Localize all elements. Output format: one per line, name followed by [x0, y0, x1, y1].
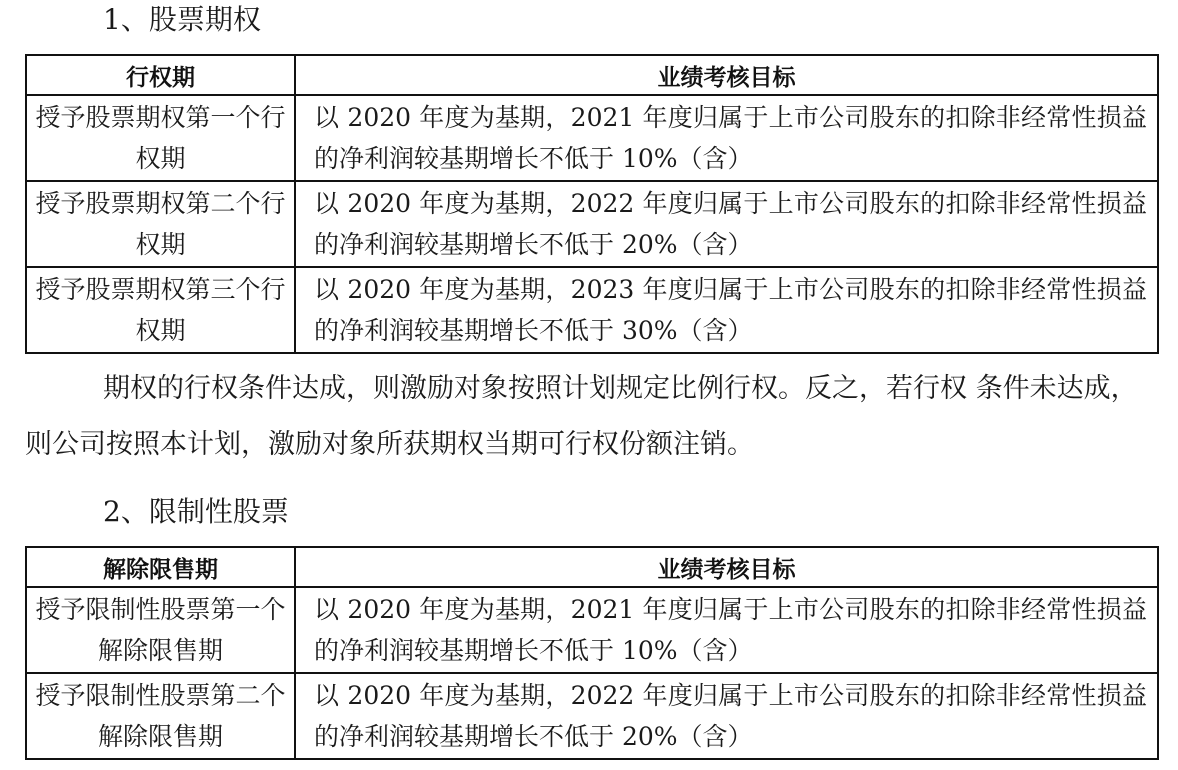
target-cell: 以 2020 年度为基期，2021 年度归属于上市公司股东的扣除非经常性损益的净利润较基期增长不低于 10%（含）: [295, 95, 1158, 181]
stock-options-table: [25, 54, 1159, 354]
table-header-row: [26, 55, 1158, 95]
section-heading-stock-options: 1、股票期权: [103, 3, 261, 36]
table-row: [26, 181, 1158, 267]
target-cell: 以 2020 年度为基期，2021 年度归属于上市公司股东的扣除非经常性损益的净利润较基期增长不低于 10%（含）: [295, 587, 1158, 673]
exercise-condition-paragraph: 期权的行权条件达成，则激励对象按照计划规定比例行权。反之，若行权 条件未达成，则公司按照本计划，激励对象所获期权当期可行权份额注销。: [25, 373, 1138, 460]
section-heading-restricted-stock: 2、限制性股票: [103, 495, 289, 528]
period-cell: 授予股票期权第一个行权期: [26, 95, 295, 181]
period-cell: 授予限制性股票第二个解除限售期: [26, 673, 295, 759]
table-row: [26, 673, 1158, 759]
target-cell: 以 2020 年度为基期，2022 年度归属于上市公司股东的扣除非经常性损益的净利润较基期增长不低于 20%（含）: [295, 181, 1158, 267]
target-cell: 以 2020 年度为基期，2022 年度归属于上市公司股东的扣除非经常性损益的净利润较基期增长不低于 20%（含）: [295, 673, 1158, 759]
period-cell: 授予股票期权第二个行权期: [26, 181, 295, 267]
table-row: [26, 267, 1158, 353]
table-row: [26, 587, 1158, 673]
table-row: [26, 95, 1158, 181]
target-cell: 以 2020 年度为基期，2023 年度归属于上市公司股东的扣除非经常性损益的净利润较基期增长不低于 30%（含）: [295, 267, 1158, 353]
column-header-performance-target: 业绩考核目标: [295, 547, 1158, 587]
column-header-exercise-period: 行权期: [26, 55, 295, 95]
column-header-performance-target: 业绩考核目标: [295, 55, 1158, 95]
period-cell: 授予股票期权第三个行权期: [26, 267, 295, 353]
column-header-unlock-period: 解除限售期: [26, 547, 295, 587]
table-header-row: [26, 547, 1158, 587]
restricted-stock-table: [25, 546, 1159, 760]
period-cell: 授予限制性股票第一个解除限售期: [26, 587, 295, 673]
